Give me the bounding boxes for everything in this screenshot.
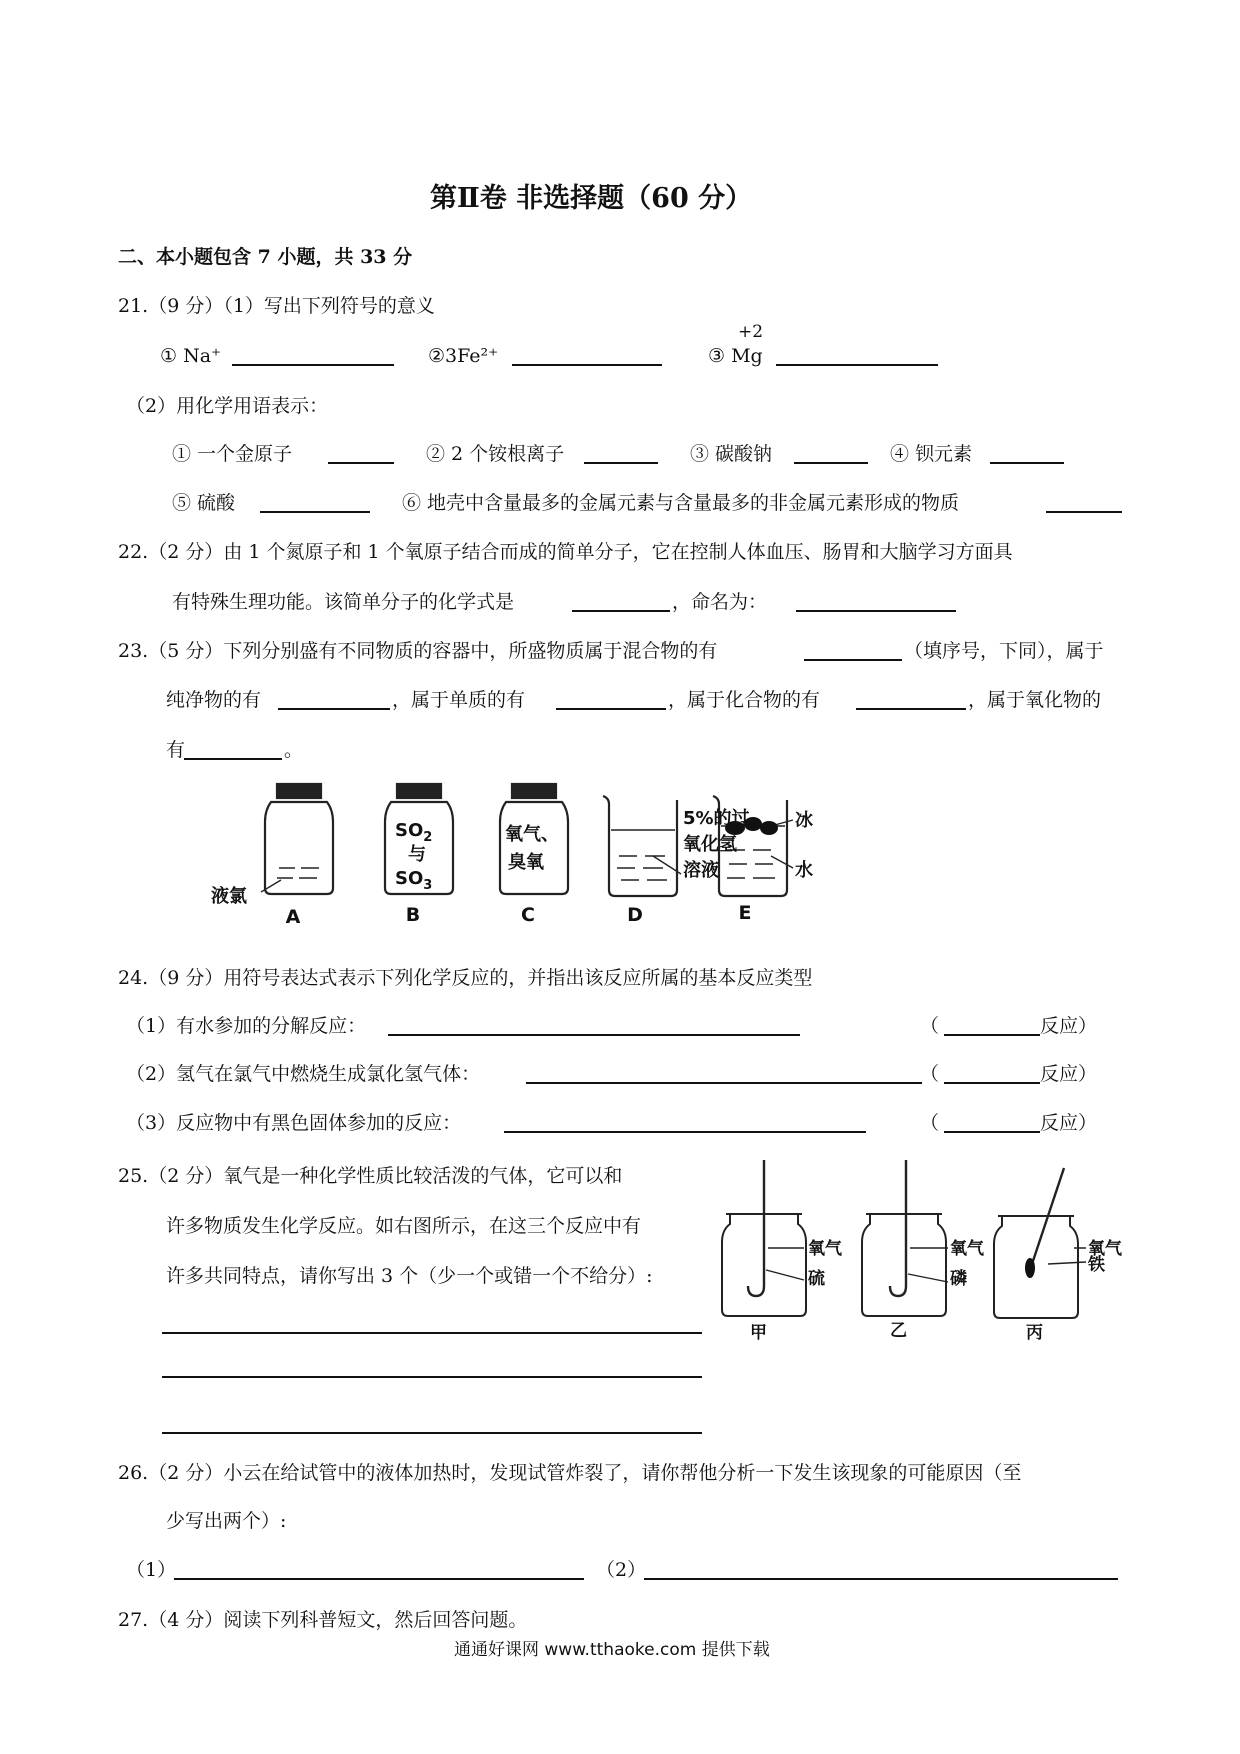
q23-blank-oxide[interactable] [184, 758, 282, 760]
q23-line3b: 。 [284, 739, 304, 761]
yi-oxygen: 氧气 [950, 1239, 984, 1259]
jar-bing [994, 1216, 1078, 1318]
q24-open-3: （ [920, 1112, 940, 1134]
q24-blank-3[interactable] [504, 1131, 866, 1133]
q26-line1: 26.（2 分）小云在给试管中的液体加热时，发现试管炸裂了，请你帮他分析一下发生该现象的可能原因（至 [118, 1462, 1022, 1484]
beaker-e-water: 水 [795, 860, 813, 881]
q26-answer-2[interactable] [644, 1578, 1118, 1580]
q21-mg-valence: +2 [738, 322, 764, 342]
q23-line1b: （填序号，下同），属于 [904, 640, 1104, 662]
label-yi: 乙 [890, 1321, 907, 1340]
jar-a [265, 802, 333, 894]
q22-blank-formula[interactable] [572, 610, 670, 612]
q25-answer-line-3[interactable] [162, 1432, 702, 1434]
q24-item-3: （3）反应物中有黑色固体参加的反应： [126, 1112, 462, 1134]
q23-line2c: ，属于化合物的有 [668, 689, 821, 711]
jar-a-label: 液氯 [211, 886, 247, 907]
q23-line2d: ，属于氧化物的 [968, 689, 1102, 711]
q22-blank-name[interactable] [796, 610, 956, 612]
q25-line1: 25.（2 分）氧气是一种化学性质比较活泼的气体，它可以和 [118, 1165, 623, 1187]
q26-answer-1[interactable] [174, 1578, 584, 1580]
q21-p2-5: ⑤ 硫酸 [172, 492, 236, 514]
q23-line1a: 23.（5 分）下列分别盛有不同物质的容器中，所盛物质属于混合物的有 [118, 640, 718, 662]
container-label-d: D [627, 904, 643, 926]
q23-line2a: 纯净物的有 [166, 689, 262, 711]
bing-oxygen: 氧气 [1088, 1239, 1122, 1259]
page-title: 第Ⅱ卷 非选择题（60 分） [430, 183, 753, 214]
container-label-c: C [521, 904, 535, 926]
q21-p2-6: ⑥ 地壳中含量最多的金属元素与含量最多的非金属元素形成的物质 [402, 492, 960, 514]
beaker-d-text-3: 溶液 [683, 860, 719, 881]
q24-blank-2[interactable] [526, 1082, 922, 1084]
jar-c-lid [512, 784, 556, 798]
q21-item-mg: ③ Mg [708, 345, 763, 367]
q21-p2-blank-2[interactable] [584, 462, 658, 464]
q26-line2: 少写出两个）: [166, 1510, 287, 1532]
q23-blank-element[interactable] [556, 708, 666, 710]
bing-iron-tip [1025, 1258, 1035, 1278]
q21-p2-1: ① 一个金原子 [172, 443, 293, 465]
q24-open-1: （ [920, 1015, 940, 1037]
q21-blank-1[interactable] [232, 364, 394, 366]
footer-text: 通通好课网 www.tthaoke.com 提供下载 [454, 1640, 770, 1660]
q21-p2-blank-4[interactable] [990, 462, 1064, 464]
q24-item-1: （1）有水参加的分解反应： [126, 1015, 367, 1037]
jia-sulfur: 硫 [808, 1269, 825, 1289]
jar-c-text-2: 臭氧 [508, 852, 544, 873]
q24-type-blank-3[interactable] [944, 1131, 1040, 1133]
q21-blank-2[interactable] [512, 364, 662, 366]
q21-p2-blank-6[interactable] [1046, 511, 1122, 513]
q25-answer-line-2[interactable] [162, 1376, 702, 1378]
q24-close-2: 反应） [1040, 1063, 1098, 1085]
q23-containers-figure [205, 780, 925, 930]
q21-p2-3: ③ 碳酸钠 [690, 443, 773, 465]
q22-line1: 22.（2 分）由 1 个氮原子和 1 个氧原子结合而成的简单分子，它在控制人体血压、肠胃和大脑学习方面具 [118, 541, 1013, 563]
container-label-b: B [405, 904, 421, 926]
jar-c [500, 802, 568, 894]
bing-iron: 铁 [1088, 1255, 1105, 1275]
container-label-a: A [285, 906, 301, 928]
jar-c-text-1: 氧气、 [505, 824, 559, 845]
jar-a-lid [277, 784, 321, 798]
q24-item-2: （2）氢气在氯气中燃烧生成氯化氢气体： [126, 1063, 481, 1085]
q24-type-blank-2[interactable] [944, 1082, 1040, 1084]
q24-type-blank-1[interactable] [944, 1034, 1040, 1036]
q23-blank-mixture[interactable] [804, 659, 902, 661]
jar-b-text-3: $SO_3$ [395, 868, 433, 893]
q21-intro: 21.（9 分）（1）写出下列符号的意义 [118, 295, 435, 317]
jar-yi [862, 1214, 946, 1316]
q23-line2b: ，属于单质的有 [392, 689, 526, 711]
q24-blank-1[interactable] [388, 1034, 800, 1036]
q25-line3: 许多共同特点，请你写出 3 个（少一个或错一个不给分）: [166, 1265, 653, 1287]
q25-line2: 许多物质发生化学反应。如右图所示，在这三个反应中有 [166, 1215, 642, 1237]
label-jia: 甲 [750, 1323, 767, 1340]
q23-blank-compound[interactable] [856, 708, 966, 710]
q27-line: 27.（4 分）阅读下列科普短文，然后回答问题。 [118, 1609, 528, 1631]
beaker-d [603, 796, 677, 896]
q21-p2-blank-3[interactable] [794, 462, 868, 464]
q21-blank-3[interactable] [776, 364, 938, 366]
q24-close-1: 反应） [1040, 1015, 1098, 1037]
beaker-d-text-2: 氧化氢 [683, 834, 737, 855]
jar-b-lid [397, 784, 441, 798]
jia-spoon [748, 1160, 764, 1296]
container-label-e: E [738, 902, 752, 924]
q26-answer-2-label: （2） [596, 1559, 647, 1581]
jar-b-text-1: $SO_2$ [395, 820, 433, 845]
q21-p2-blank-1[interactable] [328, 462, 394, 464]
q24-close-3: 反应） [1040, 1112, 1098, 1134]
beaker-e-ice: 冰 [795, 810, 813, 831]
yi-phosphorus: 磷 [950, 1269, 967, 1289]
q26-answer-1-label: （1） [126, 1559, 177, 1581]
q21-item-fe: ②3Fe²⁺ [428, 345, 499, 367]
q21-item-na: ① Na⁺ [160, 345, 222, 367]
q22-line2b: ，命名为： [672, 591, 768, 613]
jar-b-text-2: 与 [408, 844, 426, 865]
yi-spoon [890, 1160, 906, 1296]
jia-oxygen: 氧气 [808, 1239, 842, 1259]
q25-answer-line-1[interactable] [162, 1332, 702, 1334]
q23-blank-pure[interactable] [278, 708, 390, 710]
q22-line2a: 有特殊生理功能。该简单分子的化学式是 [172, 591, 515, 613]
q21-p2-2: ② 2 个铵根离子 [426, 443, 565, 465]
q21-p2-blank-5[interactable] [260, 511, 370, 513]
q21-part2-intro: （2）用化学用语表示： [126, 395, 329, 417]
q21-p2-4: ④ 钡元素 [890, 443, 973, 465]
q24-open-2: （ [920, 1063, 940, 1085]
section-heading: 二、本小题包含 7 小题，共 33 分 [118, 246, 413, 268]
q25-jars-figure [712, 1160, 1152, 1340]
q24-intro: 24.（9 分）用符号表达式表示下列化学反应的，并指出该反应所属的基本反应类型 [118, 967, 813, 989]
label-bing: 丙 [1026, 1323, 1043, 1340]
q23-line3a: 有 [166, 739, 186, 761]
beaker-d-text-1: 5%的过 [683, 808, 750, 829]
